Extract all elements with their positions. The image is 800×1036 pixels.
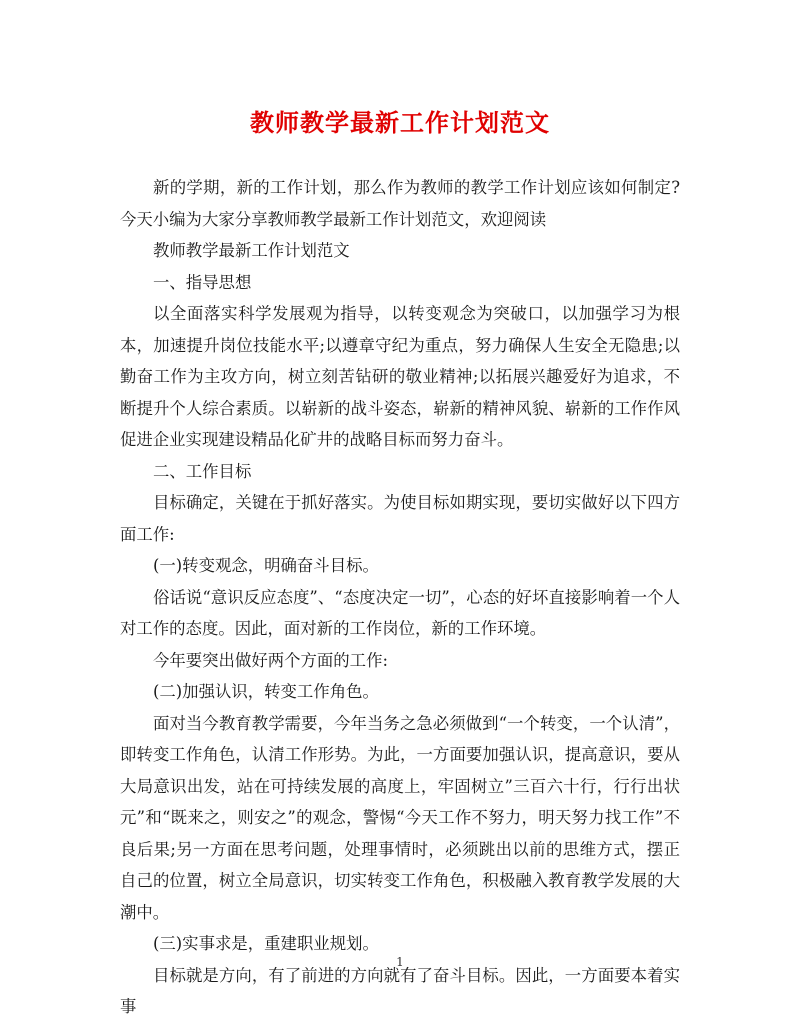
document-body [120, 172, 680, 1023]
career-planning-paragraph: 目标就是方向，有了前进的方向就有了奋斗目标。因此，一方面要本着实事 [120, 965, 680, 1016]
intro-paragraph: 新的学期，新的工作计划，那么作为教师的教学工作计划应该如何制定?今天小编为大家分享教师教学最新工作计划范文，欢迎阅读 [120, 178, 680, 229]
two-aspects-paragraph: 今年要突出做好两个方面的工作: [153, 650, 388, 670]
subheading-career-planning: (三)实事求是，重建职业规划。 [153, 934, 379, 953]
section-heading-work-goals: 二、工作目标 [153, 461, 252, 481]
document-title: 教师教学最新工作计划范文 [250, 108, 550, 137]
guiding-thought-paragraph: 以全面落实科学发展观为指导，以转变观念为突破口，以加强学习为根本，加速提升岗位技能水平;以遵章守纪为重点，努力确保人生安全无隐患;以勤奋工作为主攻方向，树立刻苦钻研的敬业精神;以拓展兴趣爱好为追求，不断提升个人综合素质。以崭新的战斗姿态，崭新的精神风貌、崭新的工作作风促进企业实现建设精品化矿井的战略目标而努力奋斗。 [120, 304, 680, 449]
work-goals-paragraph: 目标确定，关键在于抓好落实。为使目标如期实现，要切实做好以下四方面工作: [120, 493, 680, 544]
section-heading-guiding-thought: 一、指导思想 [153, 272, 252, 292]
change-concept-paragraph: 俗话说“意识反应态度”、“态度决定一切”，心态的好坏直接影响着一个人对工作的态度。因此，面对新的工作岗位，新的工作环境。 [120, 587, 680, 638]
strengthen-awareness-paragraph: 面对当今教育教学需要，今年当务之急必须做到“一个转变，一个认清”，即转变工作角色，认清工作形势。为此，一方面要加强认识，提高意识，要从大局意识出发，站在可持续发展的高度上，牢固树立”三百六十行，行行出状元”和“既来之，则安之”的观念，警惕“今天工作不努力，明天努力找工作”不良后果;另一方面在思考问题，处理事情时，必须跳出以前的思维方式，摆正自己的位置，树立全局意识，切实转变工作角色，积极融入教育教学发展的大潮中。 [120, 713, 680, 922]
page-number: 1 [396, 955, 404, 969]
subtitle-paragraph: 教师教学最新工作计划范文 [153, 241, 350, 260]
subheading-strengthen-awareness: (二)加强认识，转变工作角色。 [153, 682, 379, 701]
subheading-change-concept: (一)转变观念，明确奋斗目标。 [153, 556, 379, 575]
